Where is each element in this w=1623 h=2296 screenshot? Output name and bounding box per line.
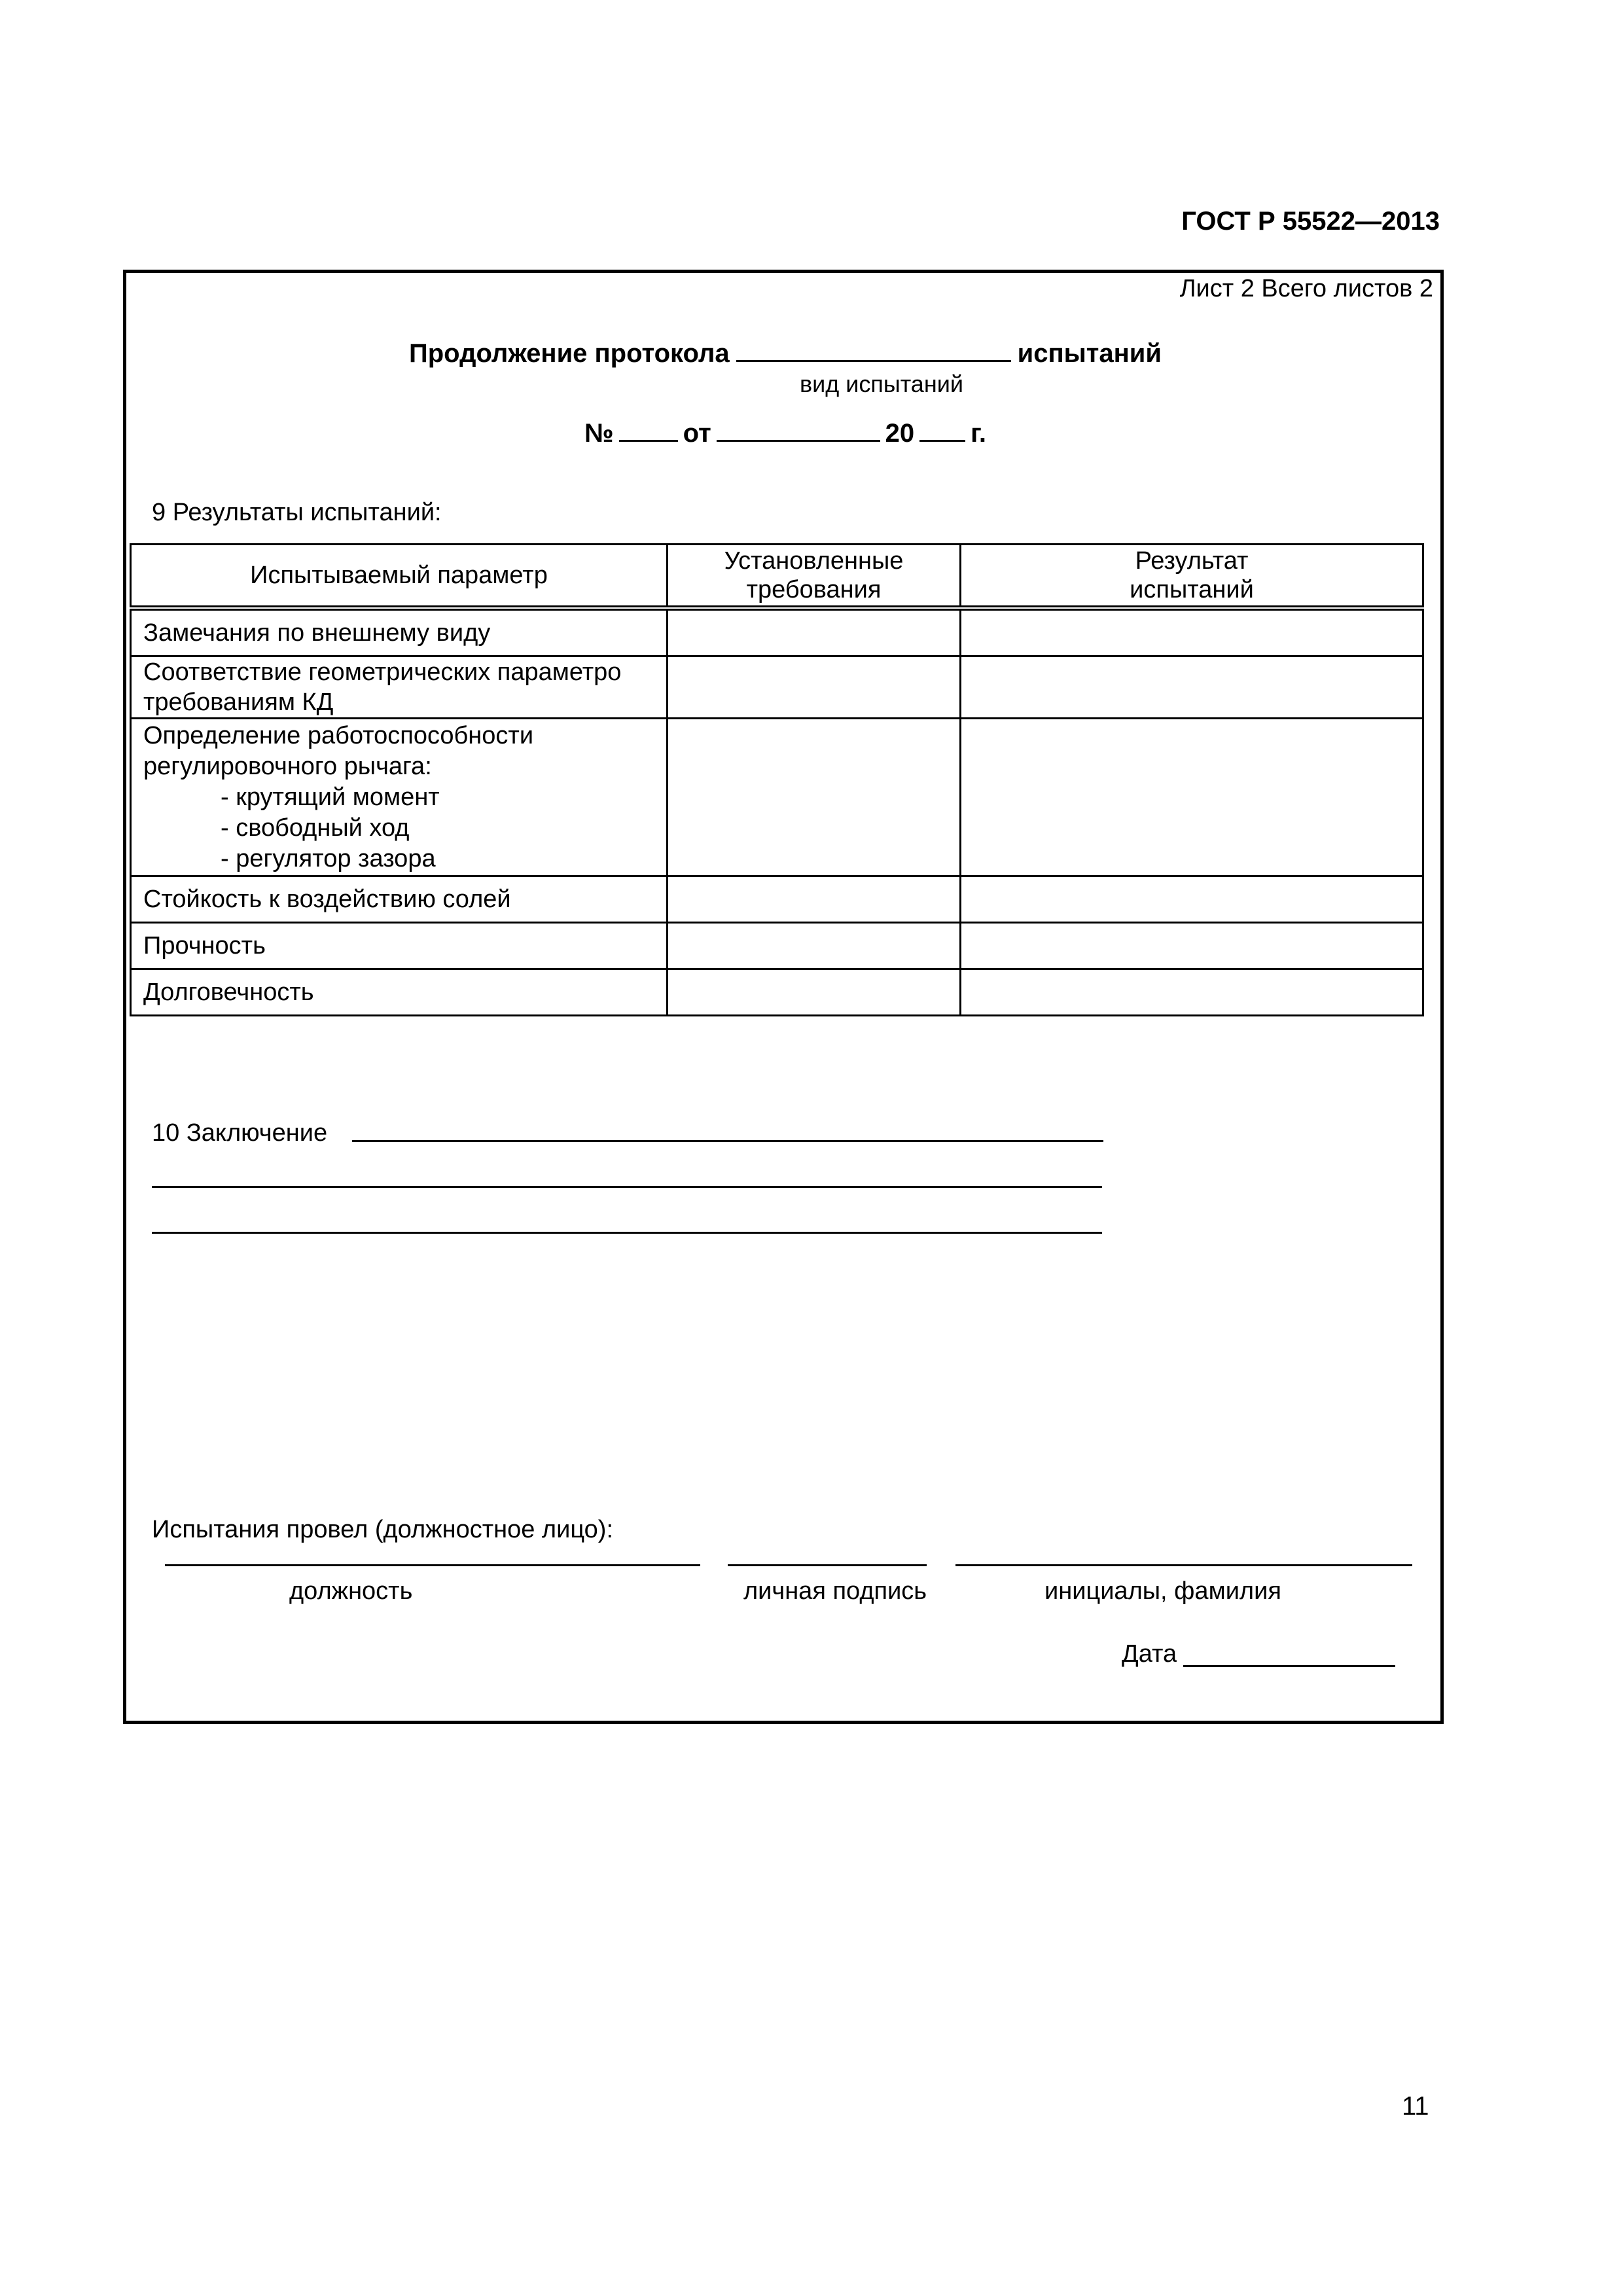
requirements-cell[interactable] bbox=[668, 923, 961, 969]
results-table bbox=[130, 543, 1424, 1016]
result-cell[interactable] bbox=[961, 656, 1423, 719]
param-cell: Соответствие геометрических параметро требованиям КД bbox=[131, 656, 668, 719]
result-cell[interactable] bbox=[961, 923, 1423, 969]
param-cell: Прочность bbox=[131, 923, 668, 969]
section-9-heading: 9 Результаты испытаний: bbox=[152, 499, 442, 526]
page-number: 11 bbox=[1402, 2092, 1429, 2121]
table-row bbox=[131, 719, 1423, 876]
from-label: от bbox=[683, 419, 711, 448]
table-row bbox=[131, 876, 1423, 923]
result-cell[interactable] bbox=[961, 969, 1423, 1016]
protocol-title bbox=[0, 338, 1571, 368]
section-10-heading: 10 Заключение bbox=[152, 1119, 328, 1147]
protocol-number-line bbox=[0, 419, 1571, 448]
name-caption: инициалы, фамилия bbox=[1044, 1577, 1281, 1605]
title-prefix: Продолжение протокола bbox=[409, 339, 730, 368]
requirements-cell[interactable] bbox=[668, 719, 961, 876]
result-cell[interactable] bbox=[961, 719, 1423, 876]
table-row bbox=[131, 608, 1423, 656]
performed-by-label: Испытания провел (должностное лицо): bbox=[152, 1516, 614, 1543]
param-cell: Замечания по внешнему виду bbox=[131, 608, 668, 656]
table-row bbox=[131, 656, 1423, 719]
requirements-cell[interactable] bbox=[668, 656, 961, 719]
column-header-requirements: Установленные требования bbox=[668, 545, 961, 609]
year-suffix: г. bbox=[971, 419, 986, 448]
year-blank[interactable] bbox=[919, 419, 965, 442]
list-item: - регулятор зазора bbox=[221, 845, 436, 872]
conclusion-line-1[interactable] bbox=[352, 1140, 1103, 1142]
requirements-cell[interactable] bbox=[668, 876, 961, 923]
test-type-blank[interactable] bbox=[736, 338, 1011, 362]
table-row bbox=[131, 923, 1423, 969]
list-item: - свободный ход bbox=[221, 814, 410, 842]
param-cell: Определение работоспособности регулировочного рычага: - крутящий момент - свободный ход - регулятор зазора bbox=[131, 719, 668, 876]
position-line[interactable] bbox=[165, 1564, 700, 1566]
column-header-parameter: Испытываемый параметр bbox=[131, 545, 668, 609]
column-header-result: Результат испытаний bbox=[961, 545, 1423, 609]
table-row bbox=[131, 969, 1423, 1016]
year-prefix: 20 bbox=[885, 419, 915, 448]
requirements-cell[interactable] bbox=[668, 969, 961, 1016]
number-blank[interactable] bbox=[619, 419, 678, 442]
signature-line[interactable] bbox=[728, 1564, 927, 1566]
result-cell[interactable] bbox=[961, 876, 1423, 923]
date-line[interactable] bbox=[1183, 1665, 1395, 1667]
param-cell: Долговечность bbox=[131, 969, 668, 1016]
param-cell: Стойкость к воздействию солей bbox=[131, 876, 668, 923]
result-cell[interactable] bbox=[961, 608, 1423, 656]
name-line[interactable] bbox=[955, 1564, 1412, 1566]
signature-caption: личная подпись bbox=[743, 1577, 927, 1605]
standard-code: ГОСТ Р 55522—2013 bbox=[1181, 207, 1440, 236]
date-label: Дата bbox=[1122, 1640, 1177, 1668]
conclusion-line-3[interactable] bbox=[152, 1232, 1102, 1234]
position-caption: должность bbox=[289, 1577, 413, 1605]
requirements-cell[interactable] bbox=[668, 608, 961, 656]
list-item: - крутящий момент bbox=[221, 783, 440, 811]
title-suffix: испытаний bbox=[1017, 339, 1162, 368]
table-header-row bbox=[131, 545, 1423, 609]
date-blank[interactable] bbox=[717, 419, 880, 442]
sheet-info: Лист 2 Всего листов 2 bbox=[1179, 275, 1433, 302]
conclusion-line-2[interactable] bbox=[152, 1186, 1102, 1188]
number-label: № bbox=[584, 419, 614, 448]
test-type-caption: вид испытаний bbox=[800, 370, 963, 397]
